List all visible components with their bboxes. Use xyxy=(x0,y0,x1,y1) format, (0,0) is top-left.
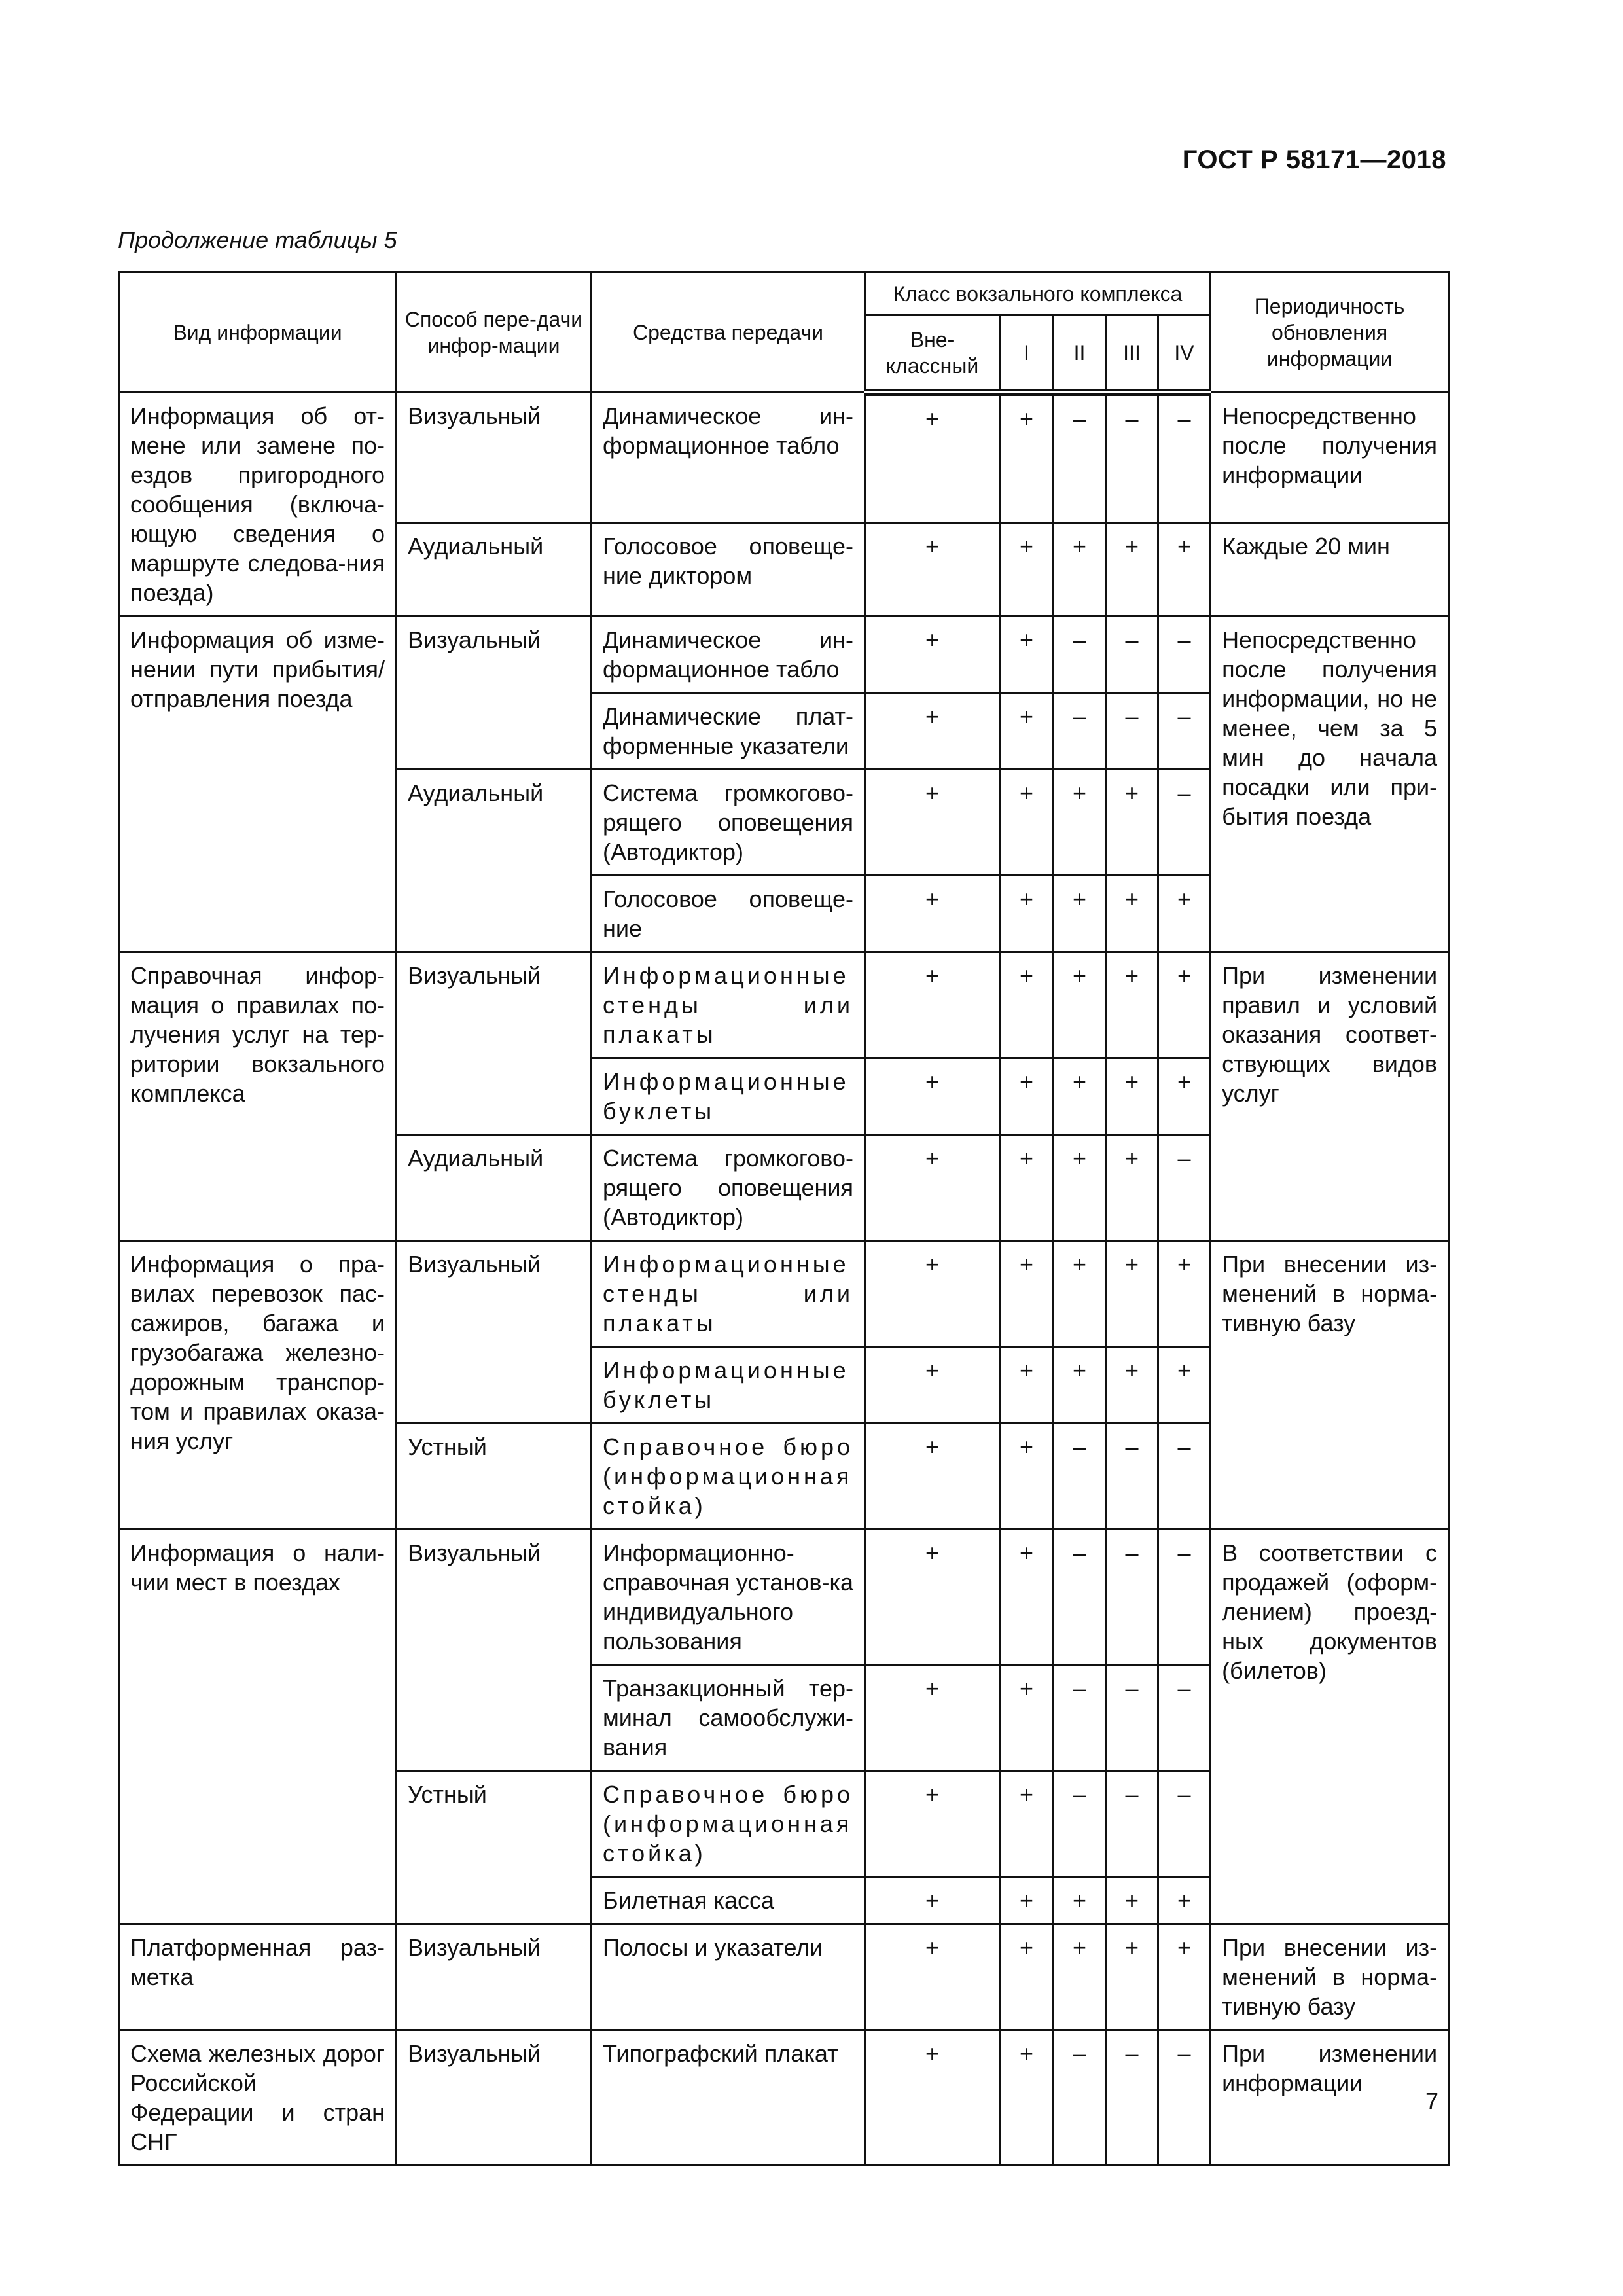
table-row xyxy=(119,617,1449,693)
cell-method: Аудиальный xyxy=(397,1135,592,1241)
cell-method: Визуальный xyxy=(397,2030,592,2166)
cell-class-3: + xyxy=(1106,1058,1158,1135)
cell-class-extra: + xyxy=(865,1058,1000,1135)
cell-periodicity: Непосредственно после получения информации, но не менее, чем за 5 мин до начала посадки или при-бытия поезда xyxy=(1211,617,1449,952)
cell-class-4: + xyxy=(1158,876,1211,952)
cell-means: Динамическое ин-формационное табло xyxy=(592,393,865,523)
cell-periodicity: При внесении из-менений в норма-тивную базу xyxy=(1211,1241,1449,1530)
cell-means: Типографский плакат xyxy=(592,2030,865,2166)
document-code: ГОСТ Р 58171—2018 xyxy=(1182,145,1446,174)
cell-method: Визуальный xyxy=(397,1924,592,2030)
header-class-3: III xyxy=(1106,315,1158,393)
cell-class-extra: + xyxy=(865,393,1000,523)
cell-class-3: + xyxy=(1106,1347,1158,1424)
cell-class-3: + xyxy=(1106,1241,1158,1347)
cell-method: Визуальный xyxy=(397,617,592,770)
cell-class-2: – xyxy=(1054,393,1106,523)
table-row xyxy=(119,952,1449,1058)
cell-class-3: – xyxy=(1106,617,1158,693)
table-row xyxy=(119,1241,1449,1347)
cell-class-3: – xyxy=(1106,1424,1158,1530)
table-caption: Продолжение таблицы 5 xyxy=(118,226,397,253)
cell-class-2: – xyxy=(1054,1771,1106,1877)
cell-class-2: + xyxy=(1054,1135,1106,1241)
cell-class-extra: + xyxy=(865,1135,1000,1241)
cell-class-3: – xyxy=(1106,393,1158,523)
table-row xyxy=(119,1924,1449,2030)
cell-class-2: + xyxy=(1054,522,1106,616)
cell-class-4: + xyxy=(1158,1347,1211,1424)
cell-means: Информационные стенды или плакаты xyxy=(592,952,865,1058)
cell-class-1: + xyxy=(1000,1877,1054,1924)
cell-class-4: + xyxy=(1158,1058,1211,1135)
cell-periodicity: Каждые 20 мин xyxy=(1211,522,1449,616)
cell-means: Голосовое оповеще-ние xyxy=(592,876,865,952)
cell-class-1: + xyxy=(1000,1241,1054,1347)
cell-class-extra: + xyxy=(865,876,1000,952)
cell-class-1: + xyxy=(1000,1347,1054,1424)
cell-class-extra: + xyxy=(865,693,1000,770)
cell-class-4: – xyxy=(1158,693,1211,770)
cell-class-extra: + xyxy=(865,1924,1000,2030)
cell-class-2: – xyxy=(1054,617,1106,693)
cell-class-1: + xyxy=(1000,770,1054,876)
cell-class-4: – xyxy=(1158,1665,1211,1771)
cell-class-4: + xyxy=(1158,1877,1211,1924)
cell-means: Динамическое ин-формационное табло xyxy=(592,617,865,693)
cell-class-4: – xyxy=(1158,1771,1211,1877)
cell-class-extra: + xyxy=(865,1877,1000,1924)
cell-means: Информационные стенды или плакаты xyxy=(592,1241,865,1347)
cell-method: Устный xyxy=(397,1424,592,1530)
cell-class-4: – xyxy=(1158,1135,1211,1241)
cell-info-type: Информация об изме-нении пути прибытия/ отправления поезда xyxy=(119,617,397,952)
cell-class-3: + xyxy=(1106,1924,1158,2030)
cell-class-extra: + xyxy=(865,1347,1000,1424)
cell-method: Визуальный xyxy=(397,952,592,1135)
cell-periodicity: При изменении правил и условий оказания соответ-ствующих видов услуг xyxy=(1211,952,1449,1241)
cell-class-2: + xyxy=(1054,1058,1106,1135)
cell-means: Транзакционный тер-минал самообслужи-вания xyxy=(592,1665,865,1771)
cell-means: Информационно-справочная установ-ка индивидуального пользования xyxy=(592,1530,865,1665)
cell-class-3: – xyxy=(1106,2030,1158,2166)
cell-class-3: + xyxy=(1106,522,1158,616)
cell-class-4: – xyxy=(1158,2030,1211,2166)
cell-class-1: + xyxy=(1000,617,1054,693)
table-row xyxy=(119,393,1449,523)
cell-means: Полосы и указатели xyxy=(592,1924,865,2030)
header-class-1: I xyxy=(1000,315,1054,393)
cell-means: Информационные буклеты xyxy=(592,1058,865,1135)
cell-method: Аудиальный xyxy=(397,522,592,616)
cell-class-1: + xyxy=(1000,693,1054,770)
cell-class-2: – xyxy=(1054,1424,1106,1530)
cell-class-3: – xyxy=(1106,1665,1158,1771)
cell-class-1: + xyxy=(1000,1135,1054,1241)
cell-method: Устный xyxy=(397,1771,592,1924)
cell-means: Справочное бюро (информационная стойка) xyxy=(592,1771,865,1877)
cell-class-1: + xyxy=(1000,393,1054,523)
cell-class-3: + xyxy=(1106,1877,1158,1924)
cell-class-2: + xyxy=(1054,1241,1106,1347)
cell-class-extra: + xyxy=(865,617,1000,693)
cell-class-3: + xyxy=(1106,952,1158,1058)
table-row xyxy=(119,1530,1449,1665)
cell-class-4: + xyxy=(1158,1241,1211,1347)
header-means: Средства передачи xyxy=(592,272,865,393)
cell-class-4: – xyxy=(1158,393,1211,523)
cell-means: Динамические плат-форменные указатели xyxy=(592,693,865,770)
cell-class-3: + xyxy=(1106,1135,1158,1241)
cell-class-1: + xyxy=(1000,1771,1054,1877)
header-periodicity: Периодичность обновления информации xyxy=(1211,272,1449,393)
cell-class-extra: + xyxy=(865,1665,1000,1771)
table-body xyxy=(119,393,1449,2166)
header-class-2: II xyxy=(1054,315,1106,393)
cell-class-1: + xyxy=(1000,952,1054,1058)
header-class-4: IV xyxy=(1158,315,1211,393)
cell-method: Визуальный xyxy=(397,1530,592,1771)
cell-method: Аудиальный xyxy=(397,770,592,952)
cell-class-2: + xyxy=(1054,1924,1106,2030)
cell-class-4: + xyxy=(1158,522,1211,616)
cell-class-3: – xyxy=(1106,1771,1158,1877)
cell-class-extra: + xyxy=(865,522,1000,616)
header-method: Способ пере-дачи инфор-мации xyxy=(397,272,592,393)
cell-class-3: + xyxy=(1106,770,1158,876)
cell-class-2: – xyxy=(1054,1530,1106,1665)
header-class-extra: Вне-классный xyxy=(865,315,1000,393)
cell-class-2: – xyxy=(1054,2030,1106,2166)
header-station-class: Класс вокзального комплекса xyxy=(865,272,1211,315)
cell-class-4: + xyxy=(1158,952,1211,1058)
cell-info-type: Информация об от-мене или замене по-ездов пригородного сообщения (включа-ющую сведения о маршруте следова-ния поезда) xyxy=(119,393,397,617)
cell-method: Визуальный xyxy=(397,1241,592,1424)
cell-class-4: – xyxy=(1158,617,1211,693)
cell-class-extra: + xyxy=(865,770,1000,876)
cell-class-2: + xyxy=(1054,1347,1106,1424)
cell-class-4: – xyxy=(1158,770,1211,876)
cell-info-type: Справочная инфор-мация о правилах по-лучения услуг на тер-ритории вокзального комплекса xyxy=(119,952,397,1241)
cell-info-type: Схема железных дорог Российской Федерации и стран СНГ xyxy=(119,2030,397,2166)
cell-method: Визуальный xyxy=(397,393,592,523)
cell-class-4: + xyxy=(1158,1924,1211,2030)
cell-class-extra: + xyxy=(865,952,1000,1058)
cell-class-2: + xyxy=(1054,1877,1106,1924)
header-info-type: Вид информации xyxy=(119,272,397,393)
cell-class-1: + xyxy=(1000,1924,1054,2030)
cell-class-extra: + xyxy=(865,1424,1000,1530)
cell-class-1: + xyxy=(1000,522,1054,616)
cell-class-4: – xyxy=(1158,1530,1211,1665)
cell-class-extra: + xyxy=(865,2030,1000,2166)
cell-periodicity: При изменении информации xyxy=(1211,2030,1449,2166)
cell-means: Голосовое оповеще-ние диктором xyxy=(592,522,865,616)
cell-class-3: – xyxy=(1106,693,1158,770)
cell-info-type: Информация о пра-вилах перевозок пас-сажиров, багажа и грузобагажа железно-дорожным транспор-том и правилах оказа-ния услуг xyxy=(119,1241,397,1530)
cell-class-2: – xyxy=(1054,693,1106,770)
cell-class-1: + xyxy=(1000,2030,1054,2166)
cell-info-type: Платформенная раз-метка xyxy=(119,1924,397,2030)
cell-class-1: + xyxy=(1000,1058,1054,1135)
cell-class-2: – xyxy=(1054,1665,1106,1771)
cell-class-extra: + xyxy=(865,1241,1000,1347)
cell-class-2: + xyxy=(1054,770,1106,876)
cell-periodicity: В соответствии с продажей (оформ-лением) проезд-ных документов (билетов) xyxy=(1211,1530,1449,1924)
cell-class-extra: + xyxy=(865,1771,1000,1877)
cell-class-2: + xyxy=(1054,952,1106,1058)
cell-class-3: + xyxy=(1106,876,1158,952)
data-table xyxy=(118,271,1450,2166)
cell-class-2: + xyxy=(1054,876,1106,952)
cell-class-3: – xyxy=(1106,1530,1158,1665)
cell-class-1: + xyxy=(1000,1530,1054,1665)
cell-periodicity: При внесении из-менений в норма-тивную базу xyxy=(1211,1924,1449,2030)
cell-means: Система громкогово-рящего оповещения (Автодиктор) xyxy=(592,1135,865,1241)
cell-periodicity: Непосредственно после получения информации xyxy=(1211,393,1449,523)
cell-means: Информационные буклеты xyxy=(592,1347,865,1424)
cell-class-1: + xyxy=(1000,1424,1054,1530)
cell-means: Система громкогово-рящего оповещения (Автодиктор) xyxy=(592,770,865,876)
cell-class-4: – xyxy=(1158,1424,1211,1530)
cell-class-1: + xyxy=(1000,1665,1054,1771)
table-row xyxy=(119,2030,1449,2166)
cell-means: Билетная касса xyxy=(592,1877,865,1924)
cell-class-extra: + xyxy=(865,1530,1000,1665)
cell-means: Справочное бюро (информационная стойка) xyxy=(592,1424,865,1530)
page-number: 7 xyxy=(1425,2088,1438,2115)
cell-info-type: Информация о нали-чии мест в поездах xyxy=(119,1530,397,1924)
cell-class-1: + xyxy=(1000,876,1054,952)
